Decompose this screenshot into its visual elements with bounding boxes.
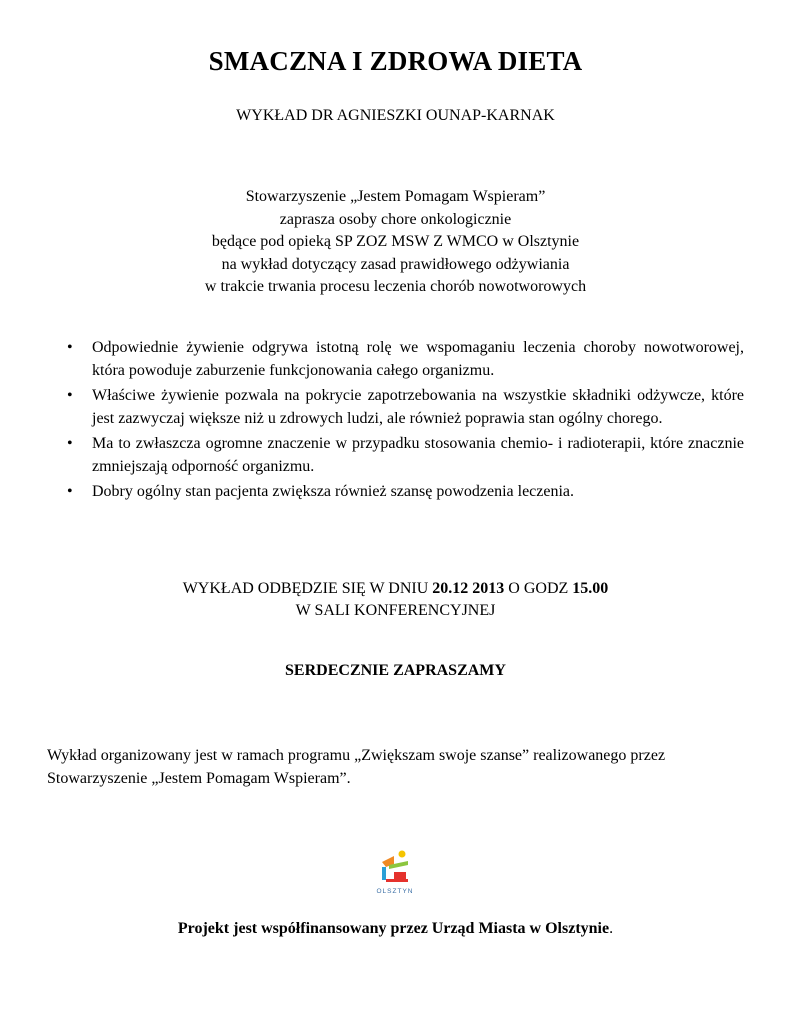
- bullet-list: [66, 337, 744, 507]
- funding-note-suffix: .: [609, 920, 614, 937]
- lecture-place: W SALI KONFERENCYJNEJ: [295, 602, 496, 619]
- list-item: [66, 385, 744, 430]
- intro-line: na wykład dotyczący zasad prawidłowego odżywiania: [221, 255, 570, 273]
- list-item-text: Właściwe żywienie pozwala na pokrycie zapotrzebowania na wszystkie składniki odżywcze, które jest zazwyczaj większe niż u zdrowych ludzi, ale również poprawia stan ogólny chorego.: [92, 387, 744, 427]
- list-item: [66, 337, 744, 382]
- lecture-prefix: WYKŁAD ODBĘDZIE SIĘ W DNIU: [182, 580, 433, 597]
- invitation-intro: [0, 186, 791, 299]
- list-item: [66, 481, 744, 504]
- intro-line: zaprasza osoby chore onkologicznie: [279, 210, 512, 228]
- intro-line: będące pod opieką SP ZOZ MSW Z WMCO w Olsztynie: [211, 233, 580, 250]
- intro-line: Stowarzyszenie „Jestem Pomagam Wspieram”: [245, 188, 546, 205]
- list-item-text: Ma to zwłaszcza ogromne znaczenie w przypadku stosowania chemio- i radioterapii, które znacznie zmniejszają odporność organizmu.: [92, 435, 744, 475]
- invitation-heading: SERDECZNIE ZAPRASZAMY: [285, 662, 506, 679]
- lecture-time: 15.00: [572, 580, 609, 597]
- logo-building-shape: [386, 872, 408, 882]
- lecture-details: [0, 578, 791, 622]
- intro-line: w trakcie trwania procesu leczenia chorób nowotworowych: [204, 278, 587, 295]
- funding-note: [0, 920, 791, 938]
- bullet-icon: •: [67, 435, 73, 452]
- logo-wall-shape: [382, 867, 386, 880]
- lecture-date: 20.12 2013: [432, 580, 505, 597]
- logo-sun-shape: [399, 851, 406, 858]
- lecture-subtitle: WYKŁAD DR AGNIESZKI OUNAP-KARNAK: [236, 107, 555, 124]
- organization-note: Wykład organizowany jest w ramach programu „Zwiększam swoje szanse” realizowanego przez Stowarzyszenie „Jestem Pomagam Wspieram”.: [47, 747, 666, 787]
- document-title: SMACZNA I ZDROWA DIETA: [208, 46, 583, 76]
- olsztyn-logo-icon: [373, 848, 417, 898]
- bullet-icon: •: [67, 339, 73, 356]
- list-item: [66, 433, 744, 478]
- list-item-text: Odpowiednie żywienie odgrywa istotną rolę we wspomaganiu leczenia choroby nowotworowej, która powoduje zaburzenie funkcjonowania całego organizmu.: [92, 339, 744, 379]
- bullet-icon: •: [67, 483, 73, 500]
- olsztyn-logo: [373, 848, 417, 898]
- logo-text: OLSZTYN: [376, 888, 414, 895]
- lecture-middle: O GODZ: [504, 580, 573, 597]
- lecture-date-line: [0, 578, 791, 600]
- bullet-icon: •: [67, 387, 73, 404]
- list-item-text: Dobry ogólny stan pacjenta zwiększa również szansę powodzenia leczenia.: [92, 483, 575, 500]
- funding-note-bold: Projekt jest współfinansowany przez Urząd Miasta w Olsztynie: [177, 920, 610, 937]
